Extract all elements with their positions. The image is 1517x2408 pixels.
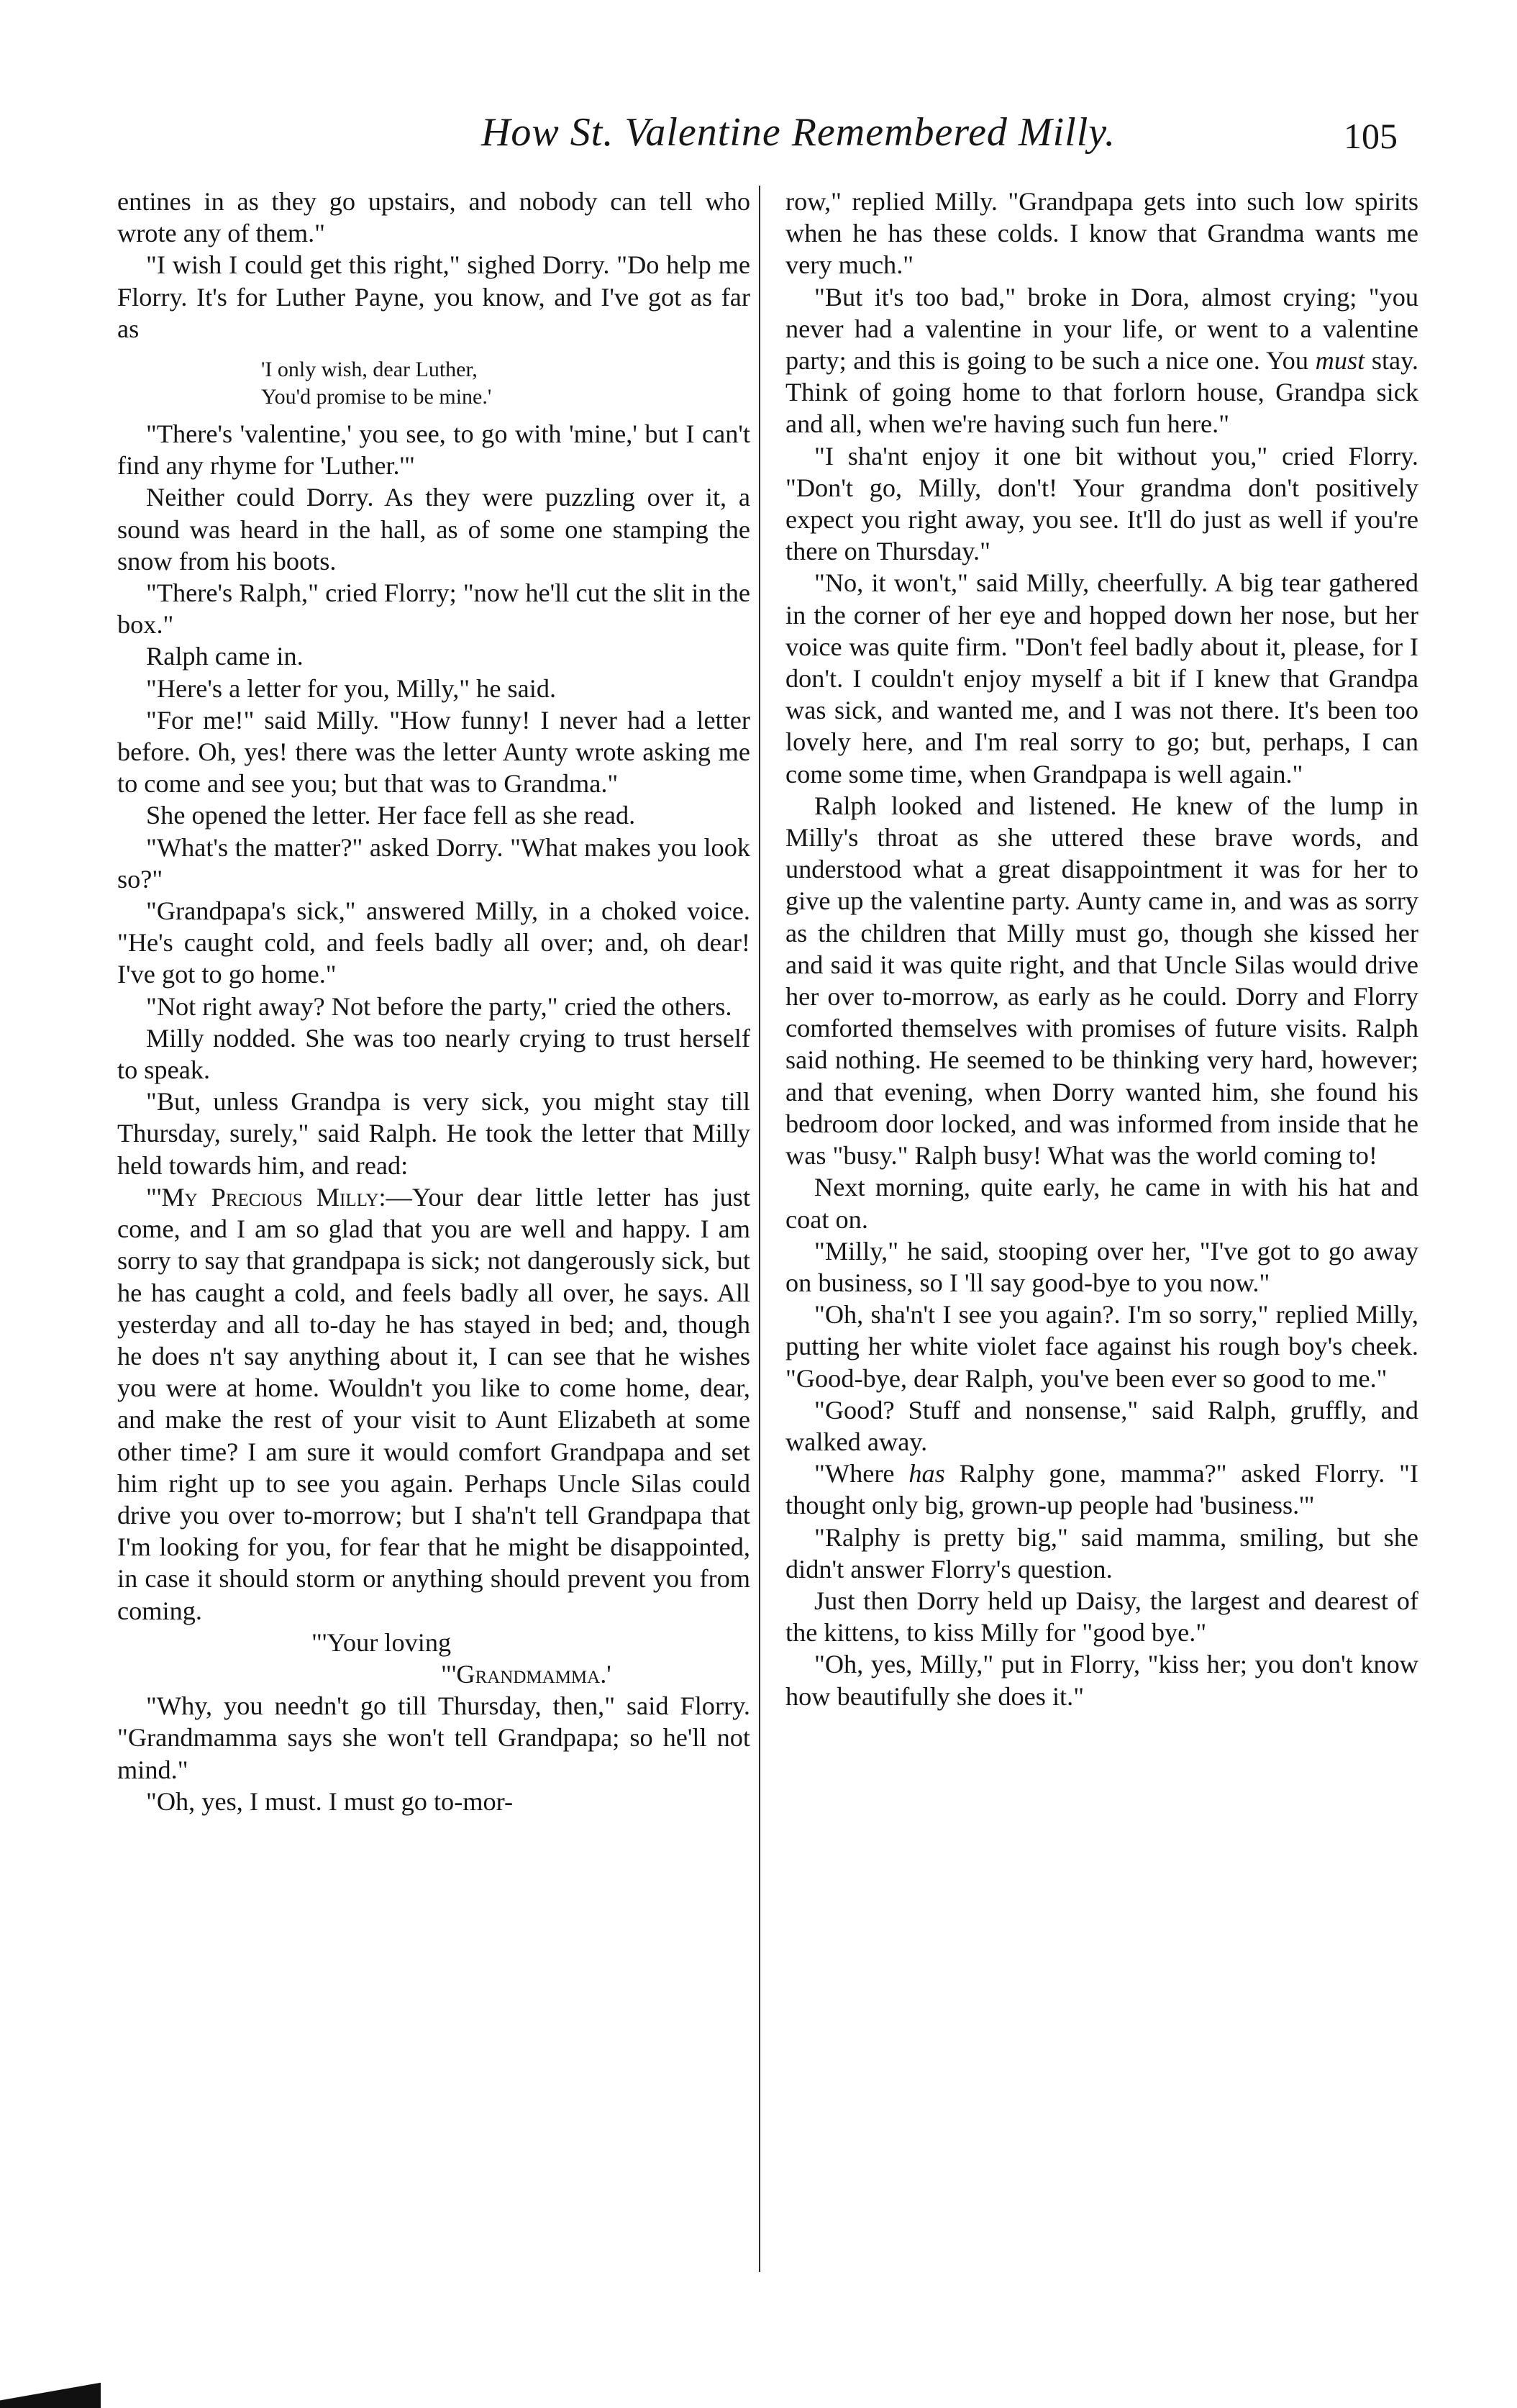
paragraph: Just then Dorry held up Daisy, the largest and dearest of the kittens, to kiss Milly for "good bye.": [785, 1586, 1418, 1648]
paragraph: She opened the letter. Her face fell as she read.: [146, 801, 636, 830]
verse-line: 'I only wish, dear Luther,: [261, 358, 478, 382]
paragraph: "Oh, sha'n't I see you again?. I'm so sorry," replied Milly, putting her white violet face against his rough boy's cheek. "Good-bye, dear Ralph, you've been ever so good to me.": [785, 1300, 1418, 1393]
letter-closing: "'Your loving: [311, 1627, 452, 1657]
letter-salutation: "'My Precious Milly:: [146, 1182, 386, 1212]
emphasis: has: [908, 1459, 945, 1489]
paragraph: "Good? Stuff and nonsense," said Ralph, gruffly, and walked away.: [785, 1395, 1418, 1456]
letter-paragraph: [117, 1181, 750, 1627]
letter-body: —Your dear little letter has just come, and I am so glad that you are well and happy. I am sorry to say that grandpapa is sick; not dangerously sick, but he has caught a cold, and feels badly all over, he says. All yesterday and all to-day he has stayed in bed; and, though he does n't say anything about it, I can see that he wishes you were at home. Wouldn't you like to come home, dear, and make the rest of your visit to Aunt Elizabeth at some other time? I am sure it would comfort Grandpapa and set him right up to see you again. Perhaps Uncle Silas could drive you over to-morrow; but I sha'n't tell Grandpapa that I'm looking for you, for fear that he might be disappointed, in case it should storm or anything should prevent you from coming.: [117, 1182, 750, 1625]
paragraph: Next morning, quite early, he came in with his hat and coat on.: [785, 1173, 1418, 1234]
paragraph: "Ralphy is pretty big," said mamma, smiling, but she didn't answer Florry's question.: [785, 1522, 1418, 1584]
page-number: 105: [1344, 116, 1398, 156]
paragraph: Neither could Dorry. As they were puzzling over it, a sound was heard in the hall, as of some one stamping the snow from his boots.: [117, 483, 750, 576]
paragraph: "Why, you needn't go till Thursday, then," said Florry. "Grandmamma says she won't tell Grandpapa; so he'll not mind.": [117, 1691, 750, 1784]
running-title: How St. Valentine Remembered Milly.: [480, 110, 1116, 155]
text-run: "Where: [814, 1459, 909, 1489]
letter-signature: "'Grandmamma.': [441, 1659, 611, 1689]
paragraph: entines in as they go upstairs, and nobody can tell who wrote any of them.": [117, 187, 750, 248]
column-divider: [759, 186, 760, 2272]
paragraph: "Here's a letter for you, Milly," he said.: [146, 673, 557, 703]
paragraph: "What's the matter?" asked Dorry. "What makes you look so?": [117, 832, 750, 894]
paragraph: Ralph looked and listened. He knew of the lump in Milly's throat as she uttered these brave words, and understood what a great disappointment it was for her to give up the valentine party. Aunty came in, and was as sorry as the children that Milly must go, though she kissed her and said it was quite right, and that Uncle Silas would drive her over to-morrow, as early as he could. Dorry and Florry comforted themselves with promises of future visits. Ralph said nothing. He seemed to be thinking very hard, however; and that evening, when Dorry wanted him, she found his bedroom door locked, and was informed from inside that he was "busy." Ralph busy! What was the world coming to!: [785, 791, 1418, 1171]
text-run: "But it's too bad," broke in Dora, almost crying; "you never had a valentine in your life, or went to a valentine party; and this is going to be such a nice one. You: [785, 282, 1418, 376]
paragraph: [785, 1458, 1418, 1521]
paragraph: "There's 'valentine,' you see, to go with 'mine,' but I can't find any rhyme for 'Luther.'": [117, 419, 750, 481]
paragraph: "Grandpapa's sick," answered Milly, in a choked voice. "He's caught cold, and feels badly all over; and, oh dear! I've got to go home.": [117, 896, 750, 989]
paragraph: [785, 281, 1418, 440]
paragraph: "No, it won't," said Milly, cheerfully. A big tear gathered in the corner of her eye and hopped down her nose, but her voice was quite firm. "Don't feel badly about it, please, for I don't. I couldn't enjoy myself a bit if I knew that Grandpa was sick, and wanted me, and I was not there. It's been too lovely here, and I'm real sorry to go; but, perhaps, I can come some time, when Grandpapa is well again.": [785, 568, 1418, 789]
paragraph: "But, unless Grandpa is very sick, you might stay till Thursday, surely," said Ralph. He took the letter that Milly held towards him, and read:: [117, 1087, 750, 1180]
paragraph: Milly nodded. She was too nearly crying to trust herself to speak.: [117, 1023, 750, 1085]
paragraph: "I sha'nt enjoy it one bit without you," cried Florry. "Don't go, Milly, don't! Your grandma don't positively expect you right away, you see. It'll do just as well if you're there on Thursday.": [785, 441, 1418, 566]
verse: [261, 356, 750, 411]
emphasis: must: [1315, 346, 1365, 376]
paragraph: "Milly," he said, stooping over her, "I've got to go away on business, so I 'll say good-bye to you now.": [785, 1236, 1418, 1297]
paragraph: Ralph came in.: [146, 642, 304, 671]
right-column: [785, 186, 1418, 1712]
paragraph: "Oh, yes, I must. I must go to-mor-: [146, 1786, 514, 1816]
paragraph: "There's Ralph," cried Florry; "now he'll cut the slit in the box.": [117, 578, 750, 640]
left-column: [117, 186, 750, 1817]
paragraph: "Not right away? Not before the party," cried the others.: [146, 991, 732, 1021]
paragraph: "I wish I could get this right," sighed Dorry. "Do help me Florry. It's for Luther Payne, you know, and I've got as far as: [117, 250, 750, 343]
verse-line: You'd promise to be mine.': [261, 385, 492, 409]
paragraph: "Oh, yes, Milly," put in Florry, "kiss her; you don't know how beautifully she does it.": [785, 1650, 1418, 1711]
paragraph: "For me!" said Milly. "How funny! I never had a letter before. Oh, yes! there was the letter Aunty wrote asking me to come and see you; but that was to Grandma.": [117, 705, 750, 799]
text-run: stay. Think of going home to that forlorn house, Grandpa sick and all, when we're having such fun here.": [785, 346, 1419, 439]
paragraph: row," replied Milly. "Grandpapa gets into such low spirits when he has these colds. I know that Grandma wants me very much.": [785, 187, 1418, 280]
text-run: Ralphy gone, mamma?" asked Florry. "I thought only big, grown-up people had 'business.'": [785, 1459, 1419, 1520]
page-edge-shadow: [0, 2379, 101, 2408]
